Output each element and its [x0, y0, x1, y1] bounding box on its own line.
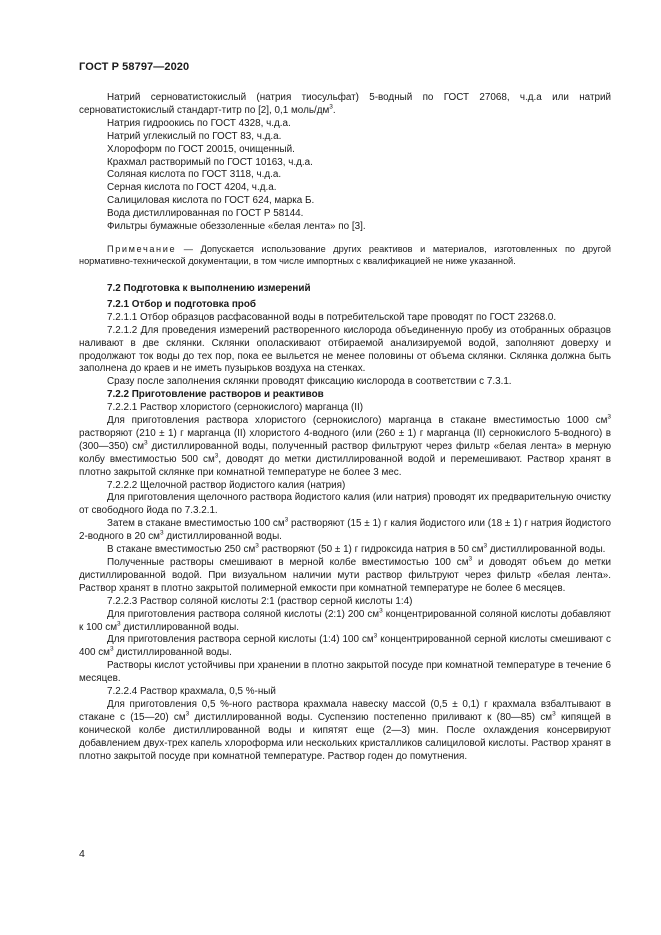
text-run: Полученные растворы смешивают в мерной колбе вместимостью 100 см	[107, 557, 469, 568]
note-paragraph	[79, 243, 611, 267]
superscript: 3	[185, 710, 190, 718]
text-run: дистиллированной воды. Суспензию постепенно приливают к (80—85) см	[189, 711, 553, 723]
superscript: 3	[109, 646, 114, 654]
reagent-item: Салициловая кислота по ГОСТ 624, марка Б.	[107, 195, 315, 207]
reagent-item: Соляная кислота по ГОСТ 3118, ч.д.а.	[107, 169, 282, 181]
superscript: 3	[255, 542, 259, 550]
section-heading-7-2-1: 7.2.1 Отбор и подготовка проб	[107, 298, 256, 310]
subsection-heading: 7.2.2.1 Раствор хлористого (сернокислого) марганца (II)	[107, 402, 364, 414]
superscript: 3	[607, 413, 611, 421]
note-text: — Допускается использование других реактивов и материалов, изготовленных по другой нормативно-технической документации, в том числе импортных с квалификацией не ниже указанной.	[79, 243, 611, 266]
reagent-item: Серная кислота по ГОСТ 4204, ч.д.а.	[107, 182, 277, 194]
section-heading-7-2: 7.2 Подготовка к выполнению измерений	[107, 282, 311, 294]
superscript: 3	[117, 620, 121, 628]
reagent-item: Натрий углекислый по ГОСТ 83, ч.д.а.	[107, 130, 282, 142]
superscript: 3	[284, 516, 289, 524]
reagent-text: Натрий серноватистокислый (натрия тиосульфат) 5-водный по ГОСТ 27068, ч.д.а или натрий серноватистокислый стандарт-титр по [2], 0,1 моль/дм	[79, 92, 611, 116]
paragraph: 7.2.1.2 Для проведения измерений растворенного кислорода объединенную пробу из отобранных образцов наливают в две склянки. Склянки ополаскивают отбираемой анализируемой водой, заполняют доверху и продолжают ток воды до тех пор, пока ее выльется не менее половины от объема склянки. Склянка должна быть заполнена до краев и не иметь пузырьков воздуха на стенках.	[79, 324, 611, 375]
page-number: 4	[79, 848, 85, 860]
text-run: концентрированной серной кислоты смешивают с 400 см	[79, 634, 611, 659]
superscript: 3	[373, 633, 378, 641]
paragraph	[79, 634, 611, 660]
subsection-heading: 7.2.2.3 Раствор соляной кислоты 2:1 (раствор серной кислоты 1:4)	[107, 595, 413, 607]
paragraph	[79, 557, 611, 596]
text-run: и доводят объем до метки дистиллированной водой. При визуальном наличии мути раствор фильтруют через фильтр «белая лента». Раствор хранят в плотно закрытой полимерной емкости при комнатной температуре не более 6 месяцев.	[79, 557, 611, 594]
text-run: Для приготовления раствора соляной кислоты (2:1) 200 см	[107, 608, 380, 620]
reagent-item: Хлороформ по ГОСТ 20015, очищенный.	[107, 143, 295, 155]
reagent-item	[79, 92, 611, 118]
paragraph	[79, 415, 611, 480]
text-run: дистиллированной воды.	[163, 531, 282, 543]
reagent-item: Крахмал растворимый по ГОСТ 10163, ч.д.а.	[107, 156, 313, 168]
paragraph: 7.2.1.1 Отбор образцов расфасованной воды в потребительской таре проводят по ГОСТ 23268.0.	[107, 311, 557, 323]
paragraph	[79, 518, 611, 544]
text-run: кипящей в конической колбе дистиллированной воды и кипятят еще (2—3) мин. После охлаждения консервируют добавлением двух-трех капель хлороформа или нескольких кристалликов салициловой кислоты. Раствор хранят в плотно закрытой посуде при комнатной температуре. Раствор годен до помутнения.	[79, 711, 611, 762]
superscript: 3	[379, 607, 383, 615]
section-heading-7-2-2: 7.2.2 Приготовление растворов и реактивов	[107, 389, 324, 401]
standard-header: ГОСТ Р 58797—2020	[79, 61, 190, 73]
text-run: дистиллированной воды.	[120, 621, 239, 633]
superscript: 3	[159, 529, 164, 537]
text-run: дистиллированной воды, полученный раствор фильтруют через фильтр «белая лента» в мерную колбу вместимостью 500 см	[79, 440, 611, 465]
reagent-item: Вода дистиллированная по ГОСТ Р 58144.	[107, 208, 304, 220]
text-run: Для приготовления 0,5 %-ного раствора крахмала навеску массой (0,5 ± 0,1) г крахмала взбалтывают в стакане с (15—20) см	[79, 698, 611, 723]
document-body	[79, 92, 611, 764]
text-run: , доводят до метки дистиллированной водой и перемешивают. Раствор хранят в плотно закрытой склянке при комнатной температуре не более 3 мес.	[79, 453, 611, 478]
text-run: концентрированной соляной кислоты добавляют к 100 см	[79, 608, 611, 633]
paragraph: Сразу после заполнения склянки проводят фиксацию кислорода в соответствии с 7.3.1.	[107, 376, 512, 388]
text-run: дистиллированной воды.	[113, 647, 232, 659]
reagent-item: Натрия гидроокись по ГОСТ 4328, ч.д.а.	[107, 117, 291, 129]
paragraph: Растворы кислот устойчивы при хранении в плотно закрытой посуде при комнатной температуре в течение 6 месяцев.	[79, 660, 611, 685]
superscript: 3	[468, 555, 473, 563]
text-run: Затем в стакане вместимостью 100 см	[107, 518, 285, 530]
paragraph	[79, 699, 611, 764]
text-run: растворяют (50 ± 1) г гидроксида натрия в 50 см	[258, 544, 484, 556]
superscript: 3	[144, 439, 148, 447]
paragraph: Для приготовления щелочного раствора йодистого калия (или натрия) проводят их предварительную очистку от свободного йода по 7.3.2.1.	[79, 492, 611, 517]
paragraph	[79, 544, 611, 557]
reagent-text-end: .	[332, 104, 336, 116]
text-run: дистиллированной воды.	[487, 544, 606, 556]
text-run: Для приготовления раствора хлористого (сернокислого) марганца в стакане вместимостью 1000 см	[107, 415, 608, 427]
paragraph	[79, 609, 611, 635]
reagent-item: Фильтры бумажные обеззоленные «белая лента» по [3].	[107, 221, 366, 233]
superscript: 3	[214, 452, 219, 460]
text-run: растворяют (15 ± 1) г калия йодистого или (18 ± 1) г натрия йодистого 2-водного в 20 см	[79, 518, 611, 543]
superscript: 3	[329, 103, 333, 111]
text-run: растворяют (210 ± 1) г марганца (II) хлористого 4-водного (или (260 ± 1) г марганца (II) сернокислого 5-водного) в (300—350) см	[79, 427, 611, 452]
subsection-heading: 7.2.2.4 Раствор крахмала, 0,5 %-ный	[107, 686, 276, 698]
superscript: 3	[552, 710, 556, 718]
text-run: В стакане вместимостью 250 см	[107, 544, 256, 556]
superscript: 3	[483, 542, 488, 550]
note-label: Примечание	[107, 243, 177, 254]
text-run: Для приготовления раствора серной кислоты (1:4) 100 см	[107, 634, 374, 646]
subsection-heading: 7.2.2.2 Щелочной раствор йодистого калия (натрия)	[107, 479, 346, 491]
